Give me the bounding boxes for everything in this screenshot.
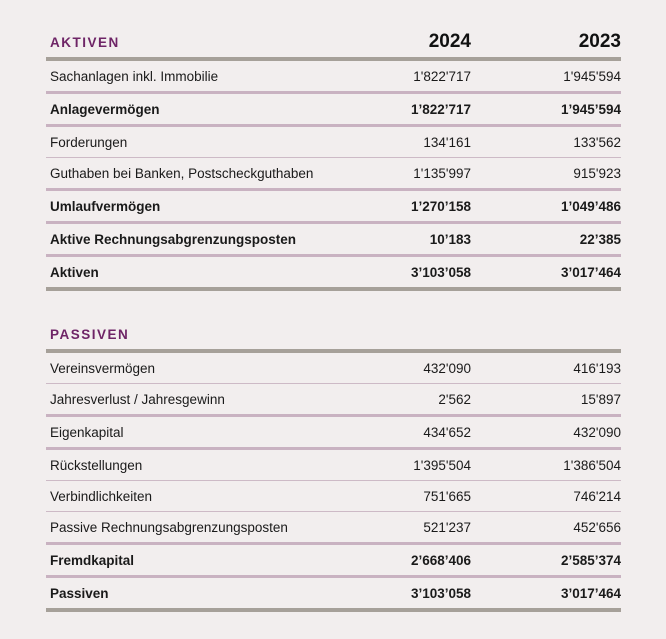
row-value-2024: 751'665: [423, 488, 471, 504]
row-value-2023: 1'386'504: [563, 457, 621, 473]
row-value-2024: 1'822'717: [413, 68, 471, 84]
row-label: Anlagevermögen: [50, 101, 160, 117]
table-row: [46, 224, 621, 257]
row-value-2023: 915'923: [573, 165, 621, 181]
passiven-section-title: PASSIVEN: [50, 326, 130, 342]
column-header-2023: 2023: [578, 31, 621, 52]
table-row: [46, 450, 621, 481]
row-value-2024: 2'562: [438, 391, 471, 407]
table-row: [46, 94, 621, 127]
row-value-2024: 3’103’058: [410, 585, 471, 601]
table-row: [46, 353, 621, 384]
row-value-2023: 15'897: [580, 391, 621, 407]
row-label: Aktiven: [50, 264, 99, 280]
row-label: Fremdkapital: [50, 552, 135, 568]
table-row: [46, 191, 621, 224]
row-label: Aktive Rechnungsabgrenzungsposten: [50, 231, 297, 247]
row-value-2024: 2’668’406: [410, 552, 471, 568]
row-label: Umlaufvermögen: [50, 198, 161, 214]
column-header-2024: 2024: [428, 31, 471, 52]
row-value-2024: 434'652: [423, 424, 471, 440]
aktiven-header-row: [46, 27, 621, 61]
table-row: [46, 158, 621, 191]
table-row: [46, 578, 621, 612]
row-value-2024: 432'090: [423, 360, 471, 376]
row-value-2023: 1’945’594: [560, 101, 621, 117]
row-value-2024: 134'161: [423, 134, 471, 150]
table-row: [46, 127, 621, 158]
row-value-2024: 1’270’158: [410, 198, 471, 214]
row-value-2023: 133'562: [573, 134, 621, 150]
table-row: [46, 61, 621, 94]
passiven-rows: [46, 353, 621, 612]
row-label: Guthaben bei Banken, Postscheckguthaben: [50, 165, 314, 181]
row-value-2024: 1’822’717: [410, 101, 471, 117]
passiven-table: [46, 319, 621, 612]
row-value-2024: 1'135'997: [413, 165, 471, 181]
row-value-2024: 521'237: [423, 519, 471, 535]
row-label: Sachanlagen inkl. Immobilie: [50, 68, 219, 84]
row-value-2024: 3’103’058: [410, 264, 471, 280]
row-value-2023: 3’017’464: [560, 585, 621, 601]
row-label: Eigenkapital: [50, 424, 124, 440]
row-value-2023: 22’385: [579, 231, 621, 247]
row-label: Verbindlichkeiten: [50, 488, 153, 504]
aktiven-section-title: AKTIVEN: [50, 34, 120, 50]
table-row: [46, 545, 621, 578]
row-value-2023: 432'090: [573, 424, 621, 440]
row-label: Passiven: [50, 585, 109, 601]
row-value-2024: 1'395'504: [413, 457, 471, 473]
row-label: Forderungen: [50, 134, 128, 150]
row-label: Vereinsvermögen: [50, 360, 156, 376]
table-row: [46, 481, 621, 512]
row-value-2023: 416'193: [573, 360, 621, 376]
row-value-2023: 1'945'594: [563, 68, 621, 84]
row-label: Passive Rechnungsabgrenzungsposten: [50, 519, 288, 535]
row-value-2023: 1’049’486: [560, 198, 621, 214]
table-row: [46, 512, 621, 545]
table-row: [46, 417, 621, 450]
row-value-2023: 2’585’374: [560, 552, 621, 568]
aktiven-rows: [46, 61, 621, 291]
table-row: [46, 257, 621, 291]
aktiven-table: [46, 27, 621, 291]
section-gap: [46, 291, 621, 319]
row-label: Jahresverlust / Jahresgewinn: [50, 391, 225, 407]
row-value-2023: 452'656: [573, 519, 621, 535]
row-value-2023: 746'214: [573, 488, 621, 504]
row-label: Rückstellungen: [50, 457, 143, 473]
row-value-2024: 10’183: [429, 231, 471, 247]
passiven-header-row: [46, 319, 621, 353]
row-value-2023: 3’017’464: [560, 264, 621, 280]
table-row: [46, 384, 621, 417]
